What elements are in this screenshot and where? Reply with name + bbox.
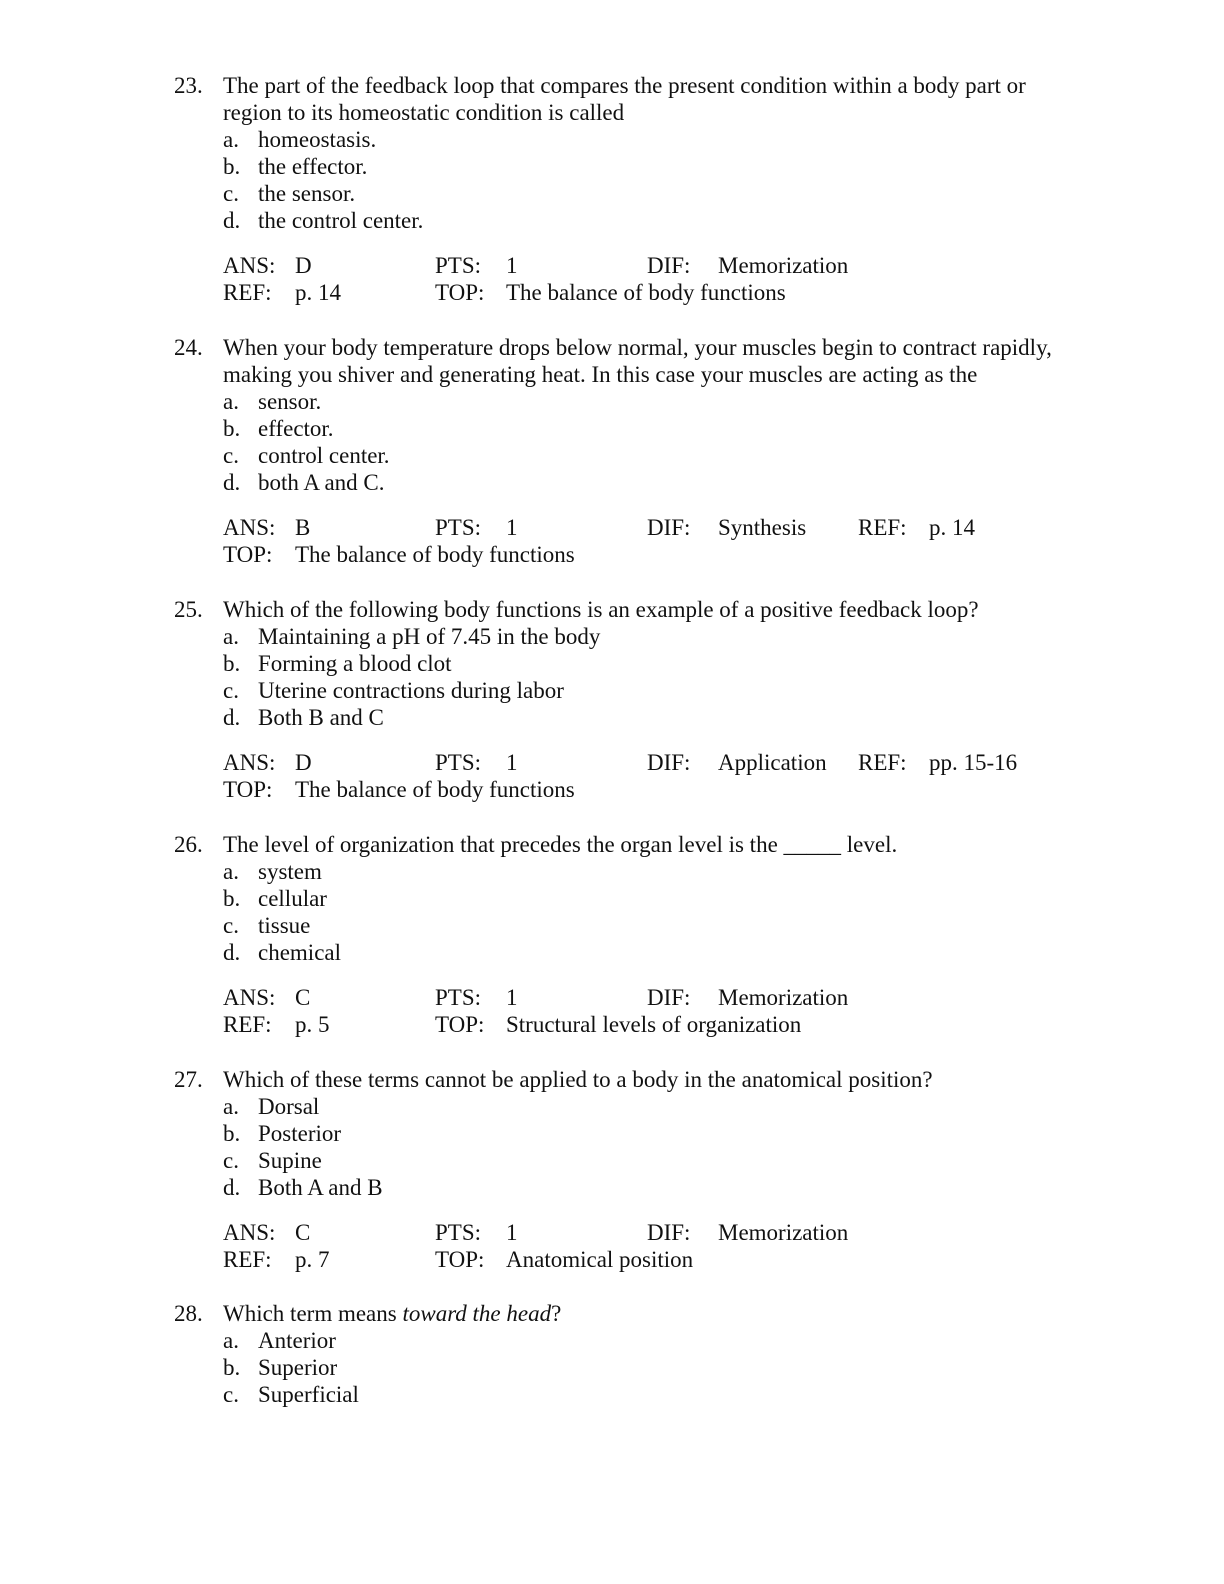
pts-value: 1 xyxy=(506,253,518,278)
question-stem xyxy=(223,1300,561,1327)
option-text: Supine xyxy=(258,1148,322,1173)
option-letter: a. xyxy=(223,389,239,414)
top-label: TOP: xyxy=(435,280,485,305)
question-stem: making you shiver and generating heat. In this case your muscles are acting as the xyxy=(223,362,978,387)
pts-label: PTS: xyxy=(435,515,482,540)
option-letter: b. xyxy=(223,651,241,676)
option-text: sensor. xyxy=(258,389,322,414)
ref-value: p. 5 xyxy=(295,1012,330,1037)
dif-value: Application xyxy=(718,750,827,775)
top-value: The balance of body functions xyxy=(295,542,575,567)
ref-label: REF: xyxy=(858,515,907,540)
ans-label: ANS: xyxy=(223,515,276,540)
option-text: Superficial xyxy=(258,1382,359,1407)
option-text: cellular xyxy=(258,886,327,911)
option-letter: b. xyxy=(223,154,241,179)
option-letter: b. xyxy=(223,416,241,441)
option-letter: d. xyxy=(223,1175,241,1200)
pts-label: PTS: xyxy=(435,1220,482,1245)
ans-label: ANS: xyxy=(223,985,276,1010)
top-label: TOP: xyxy=(223,777,273,802)
option-letter: b. xyxy=(223,1121,241,1146)
option-text: Both A and B xyxy=(258,1175,383,1200)
dif-label: DIF: xyxy=(647,253,691,278)
option-letter: c. xyxy=(223,1148,239,1173)
option-letter: c. xyxy=(223,913,239,938)
pts-label: PTS: xyxy=(435,253,482,278)
dif-value: Memorization xyxy=(718,1220,849,1245)
option-text: Uterine contractions during labor xyxy=(258,678,564,703)
option-text: both A and C. xyxy=(258,470,385,495)
stem-emphasis: toward the head xyxy=(402,1301,552,1326)
top-value: Structural levels of organization xyxy=(506,1012,802,1037)
option-letter: a. xyxy=(223,624,239,649)
top-label: TOP: xyxy=(435,1012,485,1037)
option-text: tissue xyxy=(258,913,311,938)
ref-value: p. 14 xyxy=(295,280,341,305)
ans-value: D xyxy=(295,253,312,278)
question-number: 28. xyxy=(174,1301,203,1326)
question-number: 25. xyxy=(174,597,203,622)
option-letter: b. xyxy=(223,1355,241,1380)
dif-label: DIF: xyxy=(647,1220,691,1245)
option-letter: c. xyxy=(223,443,239,468)
ref-value: pp. 15-16 xyxy=(929,750,1018,775)
ref-label: REF: xyxy=(223,1247,272,1272)
option-letter: d. xyxy=(223,705,241,730)
option-letter: a. xyxy=(223,1328,239,1353)
pts-value: 1 xyxy=(506,1220,518,1245)
option-text: the sensor. xyxy=(258,181,356,206)
option-letter: a. xyxy=(223,859,239,884)
ans-value: C xyxy=(295,985,311,1010)
question-stem: When your body temperature drops below normal, your muscles begin to contract rapidly, xyxy=(223,335,1052,360)
option-text: homeostasis. xyxy=(258,127,377,152)
ans-value: B xyxy=(295,515,311,540)
pts-label: PTS: xyxy=(435,750,482,775)
option-letter: d. xyxy=(223,470,241,495)
ans-value: C xyxy=(295,1220,311,1245)
dif-label: DIF: xyxy=(647,515,691,540)
option-letter: d. xyxy=(223,208,241,233)
stem-text: ? xyxy=(551,1301,562,1326)
top-label: TOP: xyxy=(223,542,273,567)
top-label: TOP: xyxy=(435,1247,485,1272)
option-text: control center. xyxy=(258,443,390,468)
option-text: Anterior xyxy=(258,1328,336,1353)
dif-value: Memorization xyxy=(718,253,849,278)
pts-value: 1 xyxy=(506,750,518,775)
option-text: Dorsal xyxy=(258,1094,320,1119)
question-number: 24. xyxy=(174,335,203,360)
option-text: effector. xyxy=(258,416,334,441)
option-letter: c. xyxy=(223,678,239,703)
pts-value: 1 xyxy=(506,515,518,540)
option-letter: b. xyxy=(223,886,241,911)
option-letter: d. xyxy=(223,940,241,965)
question-number: 23. xyxy=(174,73,203,98)
option-text: system xyxy=(258,859,322,884)
option-letter: c. xyxy=(223,1382,239,1407)
option-letter: a. xyxy=(223,1094,239,1119)
question-stem: The part of the feedback loop that compares the present condition within a body part or xyxy=(223,73,1026,98)
ref-label: REF: xyxy=(858,750,907,775)
option-text: Both B and C xyxy=(258,705,384,730)
ref-label: REF: xyxy=(223,1012,272,1037)
question-stem: Which of the following body functions is an example of a positive feedback loop? xyxy=(223,597,979,622)
option-letter: c. xyxy=(223,181,239,206)
option-text: Superior xyxy=(258,1355,338,1380)
question-stem: The level of organization that precedes the organ level is the _____ level. xyxy=(223,832,898,857)
top-value: The balance of body functions xyxy=(506,280,786,305)
question-stem: Which of these terms cannot be applied to a body in the anatomical position? xyxy=(223,1067,933,1092)
ans-value: D xyxy=(295,750,312,775)
top-value: Anatomical position xyxy=(506,1247,694,1272)
ans-label: ANS: xyxy=(223,750,276,775)
option-text: Forming a blood clot xyxy=(258,651,452,676)
option-text: the control center. xyxy=(258,208,424,233)
pts-label: PTS: xyxy=(435,985,482,1010)
option-text: Posterior xyxy=(258,1121,342,1146)
ans-label: ANS: xyxy=(223,253,276,278)
stem-text: Which term means xyxy=(223,1301,403,1326)
ans-label: ANS: xyxy=(223,1220,276,1245)
question-number: 26. xyxy=(174,832,203,857)
question-stem: region to its homeostatic condition is called xyxy=(223,100,625,125)
pts-value: 1 xyxy=(506,985,518,1010)
option-letter: a. xyxy=(223,127,239,152)
ref-label: REF: xyxy=(223,280,272,305)
question-number: 27. xyxy=(174,1067,203,1092)
top-value: The balance of body functions xyxy=(295,777,575,802)
dif-label: DIF: xyxy=(647,750,691,775)
option-text: chemical xyxy=(258,940,342,965)
ref-value: p. 14 xyxy=(929,515,975,540)
dif-value: Synthesis xyxy=(718,515,807,540)
ref-value: p. 7 xyxy=(295,1247,330,1272)
option-text: the effector. xyxy=(258,154,368,179)
option-text: Maintaining a pH of 7.45 in the body xyxy=(258,624,601,649)
dif-value: Memorization xyxy=(718,985,849,1010)
dif-label: DIF: xyxy=(647,985,691,1010)
